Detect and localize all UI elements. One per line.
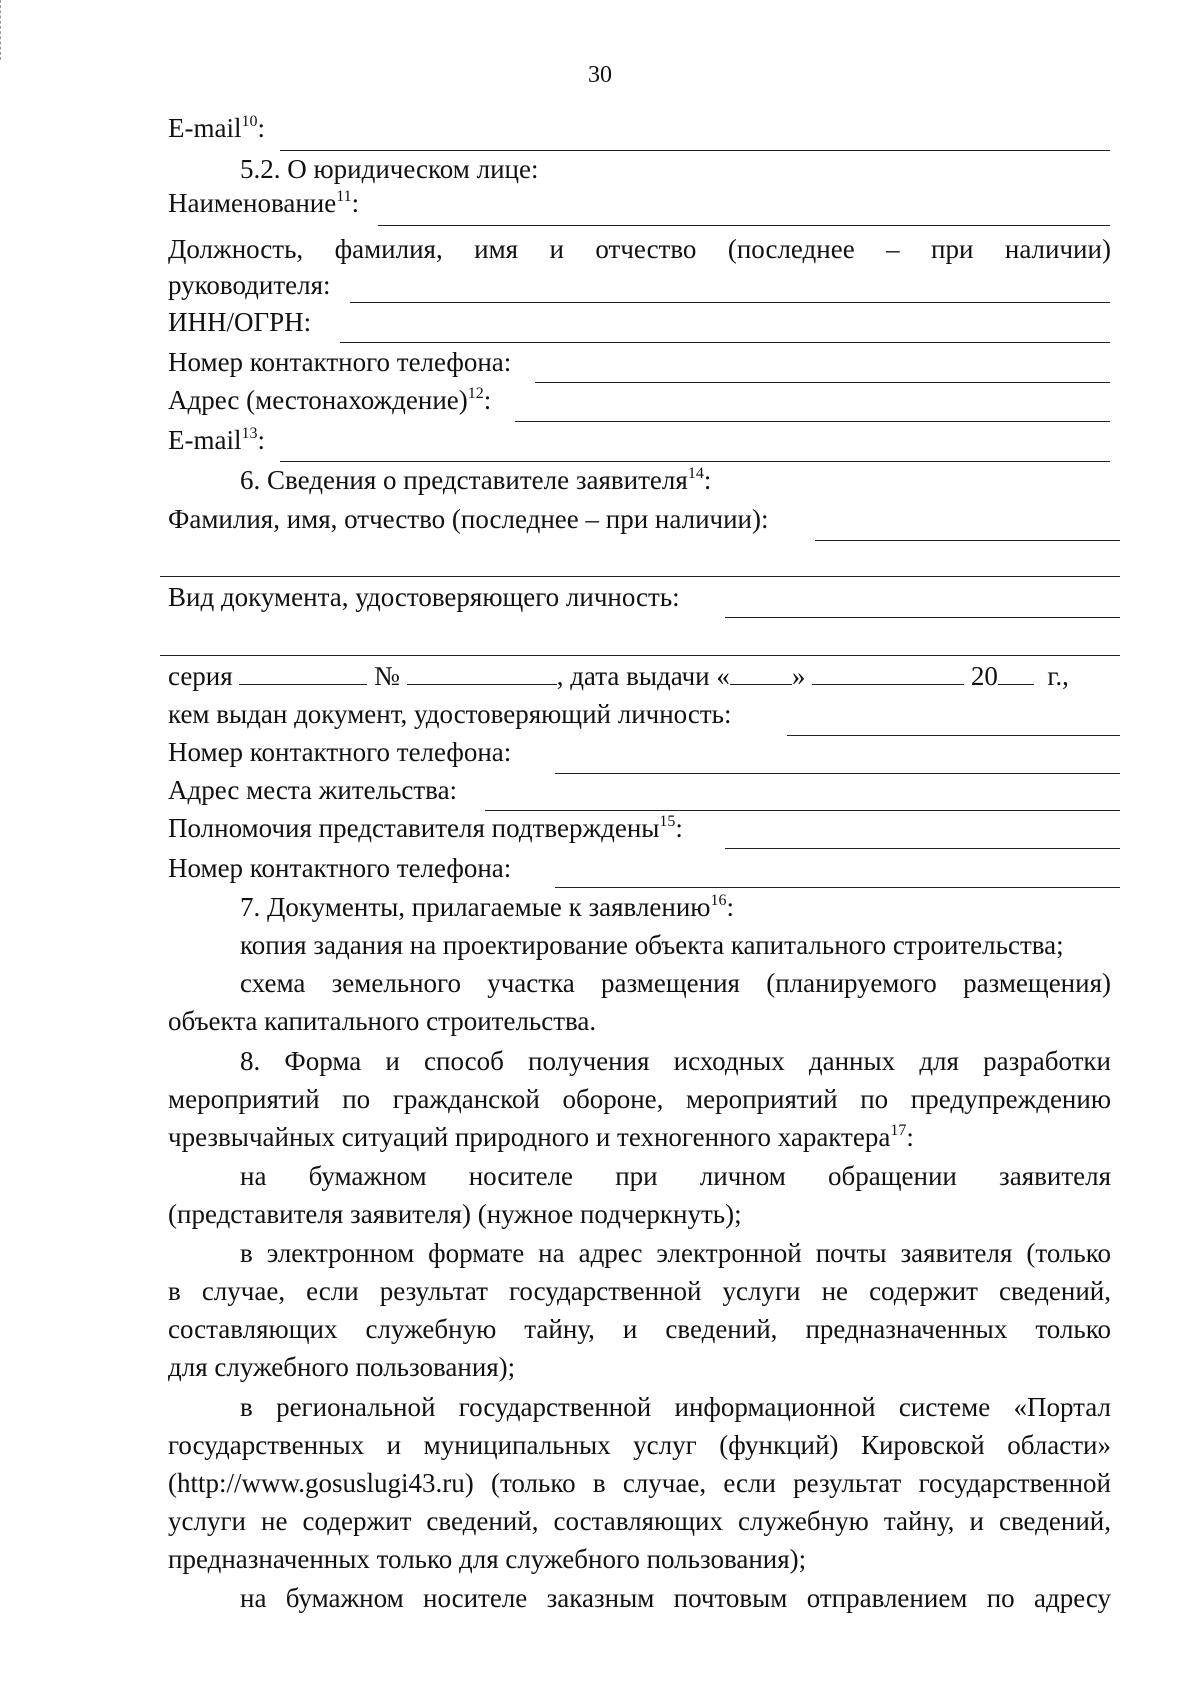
option-portal-line-4: услуги не содержит сведений, составляющих служебную тайну, и сведений, — [168, 1506, 1111, 1536]
option-paper-line-1: на бумажном носителе при личном обращении заявителя — [240, 1161, 1111, 1191]
option-paper-line-2: (представителя заявителя) (нужное подчеркнуть); — [168, 1199, 742, 1229]
email-label-5-1: E-mail$^{10}$: — [168, 113, 265, 143]
rep-phone-label: Номер контактного телефона: — [168, 737, 512, 767]
rep-phone-label-2: Номер контактного телефона: — [168, 853, 512, 883]
rep-phone-field-2[interactable] — [555, 887, 1120, 888]
inn-ogrn-field[interactable] — [340, 342, 1110, 343]
org-head-field[interactable] — [350, 302, 1110, 303]
email-field-5-1[interactable] — [280, 150, 1110, 151]
rep-residence-label: Адрес места жительства: — [168, 775, 458, 805]
section-7-item-1: копия задания на проектирование объекта капитального строительства; — [240, 930, 1064, 960]
org-address-field[interactable] — [515, 421, 1110, 422]
rep-fio-field[interactable] — [815, 540, 1120, 541]
option-portal-line-5: предназначенных только для служебного пользования); — [168, 1544, 807, 1574]
org-head-label: Должность, фамилия, имя и отчество (последнее – при наличии) — [168, 234, 1111, 264]
section-7-heading: 7. Документы, прилагаемые к заявлению$^{16}$: — [240, 892, 734, 922]
rep-issued-by-field[interactable] — [787, 735, 1120, 736]
section-7-item-2-line-2: объекта капитального строительства. — [168, 1006, 597, 1036]
org-email-label: E-mail$^{13}$: — [168, 425, 265, 455]
rep-phone-field[interactable] — [555, 773, 1120, 774]
section-5-2-heading: 5.2. О юридическом лице: — [240, 154, 539, 184]
inn-ogrn-label: ИНН/ОГРН: — [168, 307, 312, 337]
section-8-line-2: мероприятий по гражданской обороне, мероприятий по предупреждению — [168, 1084, 1111, 1114]
section-8-line-1: 8. Форма и способ получения исходных данных для разработки — [240, 1046, 1111, 1076]
rep-residence-field[interactable] — [485, 810, 1120, 811]
issue-month-field[interactable] — [812, 662, 964, 685]
rep-issued-by-label: кем выдан документ, удостоверяющий личность: — [168, 699, 732, 729]
rep-authority-label: Полномочия представителя подтверждены$^{15}$: — [168, 813, 683, 843]
rep-doc-type-field-cont[interactable] — [160, 655, 1120, 656]
page-number: 30 — [588, 62, 612, 88]
option-email-line-2: в случае, если результат государственной услуги не содержит сведений, — [168, 1276, 1111, 1306]
option-portal-line-1: в региональной государственной информационной системе «Портал — [240, 1392, 1111, 1422]
rep-fio-label: Фамилия, имя, отчество (последнее – при наличии): — [168, 504, 769, 534]
option-portal-line-3: (http://www.gosuslugi43.ru) (только в случае, если результат государственной — [168, 1468, 1111, 1498]
issue-day-field[interactable] — [730, 662, 792, 685]
option-email-line-4: для служебного пользования); — [168, 1352, 516, 1382]
rep-authority-field[interactable] — [725, 848, 1120, 849]
rep-fio-field-cont[interactable] — [160, 576, 1120, 577]
option-portal-line-2: государственных и муниципальных услуг (функций) Кировской области» — [168, 1430, 1111, 1460]
section-6-heading: 6. Сведения о представителе заявителя$^{14}$: — [240, 465, 712, 495]
org-address-label: Адрес (местонахождение)$^{12}$: — [168, 385, 492, 415]
rep-doc-type-field[interactable] — [725, 617, 1120, 618]
doc-number-field[interactable] — [407, 662, 557, 685]
option-email-line-3: составляющих служебную тайну, и сведений, предназначенных только — [168, 1314, 1111, 1344]
org-phone-label: Номер контактного телефона: — [168, 347, 512, 377]
rep-doc-details: серия № , дата выдачи « » 20 г., — [168, 661, 1069, 691]
org-head-label-cont: руководителя: — [168, 270, 331, 300]
org-name-label: Наименование$^{11}$: — [168, 188, 360, 218]
series-field[interactable] — [239, 662, 367, 685]
option-mail-line-1: на бумажном носителе заказным почтовым отправлением по адресу — [240, 1583, 1111, 1613]
org-name-field[interactable] — [378, 225, 1110, 226]
org-email-field[interactable] — [280, 461, 1110, 462]
section-7-item-2-line-1: схема земельного участка размещения (планируемого размещения) — [240, 968, 1111, 998]
rep-doc-type-label: Вид документа, удостоверяющего личность: — [168, 582, 680, 612]
issue-year-field[interactable] — [998, 662, 1034, 685]
org-phone-field[interactable] — [535, 382, 1110, 383]
section-8-line-3: чрезвычайных ситуаций природного и техногенного характера$^{17}$: — [168, 1122, 914, 1152]
scan-edge-mark — [0, 0, 3, 60]
option-email-line-1: в электронном формате на адрес электронной почты заявителя (только — [240, 1238, 1111, 1268]
